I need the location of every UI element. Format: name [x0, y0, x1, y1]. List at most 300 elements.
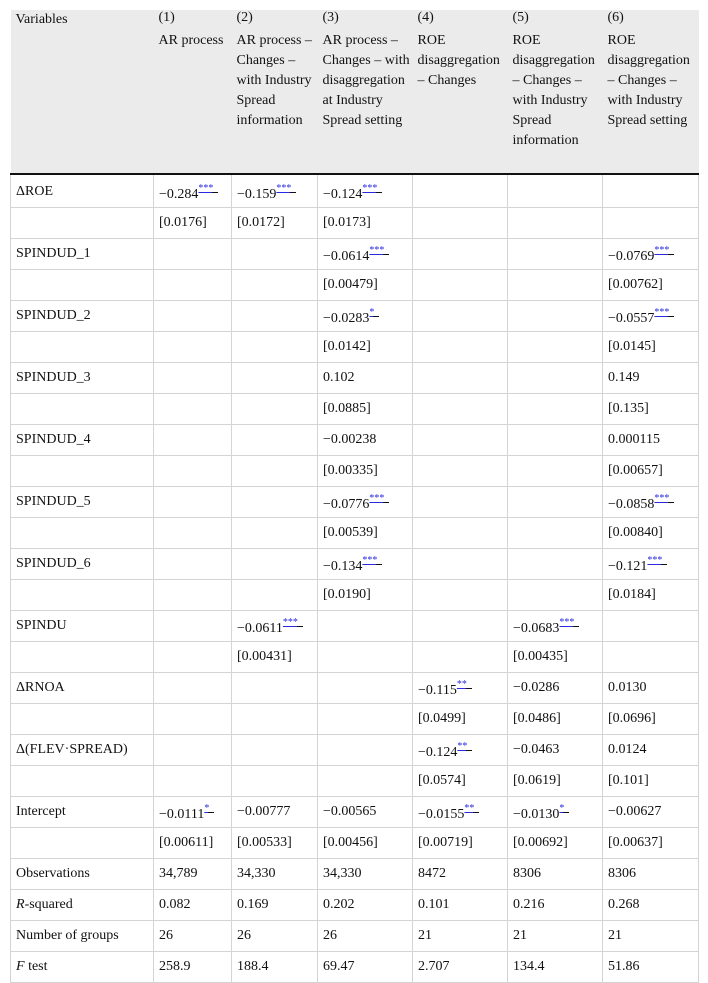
- coefficient-cell: [232, 239, 318, 270]
- empty-label-cell: [11, 704, 154, 735]
- column-number: (4): [417, 10, 434, 25]
- coefficient-cell: [603, 174, 699, 208]
- statistic-value: 21: [508, 921, 603, 952]
- column-header-2: [232, 10, 318, 174]
- standard-error-cell: [413, 270, 508, 301]
- variable-label: SPINDUD_5: [11, 487, 154, 518]
- footnote-rule: [661, 564, 667, 565]
- standard-error-cell: [0.0142]: [318, 332, 413, 363]
- statistic-symbol: F: [16, 959, 25, 974]
- standard-error-cell: [0.00335]: [318, 456, 413, 487]
- footnote-rule: [466, 688, 472, 689]
- footnote-rule: [668, 502, 674, 503]
- statistic-row: [11, 952, 699, 983]
- statistic-value: 26: [318, 921, 413, 952]
- variable-label: ΔRNOA: [11, 673, 154, 704]
- standard-error-cell: [508, 208, 603, 239]
- statistic-value: 0.216: [508, 890, 603, 921]
- coefficient-value: −0.0283: [323, 311, 370, 326]
- column-header-6: [603, 10, 699, 174]
- standard-error-cell: [154, 456, 232, 487]
- coefficient-cell: [154, 174, 232, 208]
- significance-stars[interactable]: ***: [369, 245, 385, 256]
- statistic-label: [11, 890, 154, 921]
- standard-error-cell: [232, 580, 318, 611]
- coefficient-cell: [413, 425, 508, 456]
- coefficient-cell: [413, 174, 508, 208]
- standard-error-row: [11, 332, 699, 363]
- coefficient-value: −0.284: [159, 187, 199, 202]
- coefficient-cell: [154, 363, 232, 394]
- standard-error-cell: [232, 766, 318, 797]
- coefficient-cell: [154, 487, 232, 518]
- coefficient-cell: [232, 425, 318, 456]
- column-title: AR process – Changes – with Industry Spread information: [236, 33, 312, 128]
- coefficient-cell: [318, 425, 413, 456]
- coefficient-value: −0.0155: [418, 807, 465, 822]
- coefficient-cell: [232, 797, 318, 828]
- standard-error-cell: [0.0574]: [413, 766, 508, 797]
- statistic-value: 0.202: [318, 890, 413, 921]
- coefficient-row: [11, 301, 699, 332]
- standard-error-cell: [413, 208, 508, 239]
- coefficient-cell: [603, 673, 699, 704]
- coefficient-cell: [154, 425, 232, 456]
- significance-stars[interactable]: ***: [362, 183, 378, 194]
- column-title: ROE disaggregation – Changes – with Industry Spread setting: [607, 33, 690, 128]
- variables-header: Variables: [11, 10, 154, 174]
- standard-error-cell: [154, 704, 232, 735]
- standard-error-row: [11, 642, 699, 673]
- coefficient-cell: [318, 174, 413, 208]
- standard-error-cell: [0.0173]: [318, 208, 413, 239]
- standard-error-cell: [0.00840]: [603, 518, 699, 549]
- empty-label-cell: [11, 208, 154, 239]
- coefficient-cell: [318, 301, 413, 332]
- footnote-rule: [573, 626, 579, 627]
- significance-stars[interactable]: ***: [654, 307, 670, 318]
- column-header-5: [508, 10, 603, 174]
- standard-error-row: [11, 704, 699, 735]
- standard-error-row: [11, 580, 699, 611]
- standard-error-cell: [0.0499]: [413, 704, 508, 735]
- column-header-1: [154, 10, 232, 174]
- coefficient-cell: [508, 301, 603, 332]
- standard-error-cell: [154, 580, 232, 611]
- footnote-rule: [376, 564, 382, 565]
- standard-error-cell: [232, 704, 318, 735]
- statistic-value: 26: [154, 921, 232, 952]
- coefficient-value: −0.115: [418, 683, 457, 698]
- standard-error-cell: [413, 518, 508, 549]
- coefficient-value: −0.0130: [513, 807, 560, 822]
- footnote-rule: [473, 812, 479, 813]
- statistic-row: [11, 890, 699, 921]
- coefficient-cell: [603, 487, 699, 518]
- coefficient-cell: [318, 239, 413, 270]
- coefficient-cell: [154, 797, 232, 828]
- empty-label-cell: [11, 456, 154, 487]
- statistic-value: 0.082: [154, 890, 232, 921]
- footnote-rule: [373, 316, 379, 317]
- coefficient-cell: [508, 425, 603, 456]
- coefficient-cell: [154, 239, 232, 270]
- statistic-row: [11, 921, 699, 952]
- coefficient-cell: [318, 487, 413, 518]
- significance-stars[interactable]: ***: [282, 617, 298, 628]
- standard-error-cell: [232, 518, 318, 549]
- column-number: (6): [607, 10, 624, 25]
- empty-label-cell: [11, 518, 154, 549]
- coefficient-value: −0.0611: [237, 621, 283, 636]
- coefficient-value: −0.0614: [323, 249, 370, 264]
- coefficient-cell: [603, 425, 699, 456]
- variable-label: Intercept: [11, 797, 154, 828]
- significance-stars[interactable]: ***: [198, 183, 214, 194]
- standard-error-cell: [0.135]: [603, 394, 699, 425]
- standard-error-row: [11, 394, 699, 425]
- standard-error-cell: [0.00456]: [318, 828, 413, 859]
- coefficient-cell: [232, 549, 318, 580]
- standard-error-row: [11, 456, 699, 487]
- standard-error-cell: [232, 332, 318, 363]
- standard-error-cell: [413, 456, 508, 487]
- coefficient-row: [11, 735, 699, 766]
- significance-stars[interactable]: *: [369, 307, 375, 318]
- coefficient-cell: [508, 735, 603, 766]
- standard-error-cell: [318, 642, 413, 673]
- coefficient-cell: [603, 363, 699, 394]
- variable-label: SPINDUD_6: [11, 549, 154, 580]
- coefficient-cell: [603, 549, 699, 580]
- statistic-value: 21: [413, 921, 508, 952]
- coefficient-row: [11, 797, 699, 828]
- significance-stars[interactable]: *: [559, 803, 565, 814]
- coefficient-row: [11, 174, 699, 208]
- column-title: AR process: [158, 33, 224, 48]
- coefficient-value: −0.121: [608, 559, 648, 574]
- coefficient-row: [11, 239, 699, 270]
- standard-error-cell: [232, 456, 318, 487]
- statistic-value: 258.9: [154, 952, 232, 983]
- empty-label-cell: [11, 394, 154, 425]
- header-row: [11, 10, 699, 174]
- standard-error-cell: [413, 642, 508, 673]
- coefficient-cell: [603, 735, 699, 766]
- coefficient-value: −0.0683: [513, 621, 560, 636]
- coefficient-cell: [508, 673, 603, 704]
- standard-error-cell: [0.00762]: [603, 270, 699, 301]
- significance-stars[interactable]: ***: [647, 555, 663, 566]
- standard-error-row: [11, 828, 699, 859]
- significance-stars[interactable]: ***: [276, 183, 292, 194]
- coefficient-cell: [413, 549, 508, 580]
- statistic-value: 34,789: [154, 859, 232, 890]
- coefficient-value: −0.0858: [608, 497, 655, 512]
- statistic-name: Number of groups: [16, 928, 119, 943]
- coefficient-value: −0.134: [323, 559, 363, 574]
- standard-error-cell: [0.00539]: [318, 518, 413, 549]
- footnote-rule: [376, 192, 382, 193]
- standard-error-cell: [0.00435]: [508, 642, 603, 673]
- coefficient-value: 0.0130: [608, 680, 647, 695]
- statistic-name: test: [24, 959, 48, 974]
- statistic-value: 8306: [508, 859, 603, 890]
- standard-error-cell: [154, 518, 232, 549]
- variable-label: SPINDU: [11, 611, 154, 642]
- coefficient-row: [11, 673, 699, 704]
- coefficient-row: [11, 425, 699, 456]
- coefficient-cell: [232, 611, 318, 642]
- standard-error-row: [11, 270, 699, 301]
- standard-error-cell: [0.00719]: [413, 828, 508, 859]
- coefficient-value: −0.00238: [323, 432, 377, 447]
- footnote-rule: [383, 254, 389, 255]
- column-header-4: [413, 10, 508, 174]
- coefficient-value: −0.159: [237, 187, 277, 202]
- coefficient-cell: [232, 673, 318, 704]
- coefficient-cell: [413, 797, 508, 828]
- coefficient-cell: [232, 363, 318, 394]
- coefficient-value: −0.00777: [237, 804, 291, 819]
- coefficient-cell: [154, 549, 232, 580]
- footnote-rule: [290, 192, 296, 193]
- significance-stars[interactable]: ***: [369, 493, 385, 504]
- column-number: (5): [512, 10, 529, 25]
- coefficient-cell: [318, 363, 413, 394]
- variable-label: SPINDUD_1: [11, 239, 154, 270]
- coefficient-row: [11, 611, 699, 642]
- statistic-value: 8472: [413, 859, 508, 890]
- standard-error-cell: [0.00657]: [603, 456, 699, 487]
- statistic-name: Observations: [16, 866, 90, 881]
- coefficient-value: −0.0557: [608, 311, 655, 326]
- significance-stars[interactable]: ***: [654, 493, 670, 504]
- statistic-row: [11, 859, 699, 890]
- coefficient-cell: [508, 549, 603, 580]
- standard-error-cell: [0.0172]: [232, 208, 318, 239]
- coefficient-cell: [318, 673, 413, 704]
- coefficient-value: 0.149: [608, 370, 640, 385]
- coefficient-value: −0.0111: [159, 807, 205, 822]
- standard-error-cell: [318, 766, 413, 797]
- standard-error-cell: [0.00611]: [154, 828, 232, 859]
- statistic-value: 69.47: [318, 952, 413, 983]
- coefficient-value: −0.00627: [608, 804, 662, 819]
- standard-error-cell: [0.00692]: [508, 828, 603, 859]
- standard-error-cell: [154, 270, 232, 301]
- coefficient-cell: [603, 611, 699, 642]
- coefficient-cell: [154, 673, 232, 704]
- standard-error-cell: [508, 518, 603, 549]
- standard-error-cell: [154, 766, 232, 797]
- coefficient-cell: [413, 735, 508, 766]
- standard-error-cell: [0.0696]: [603, 704, 699, 735]
- column-title: ROE disaggregation – Changes – with Industry Spread information: [512, 33, 595, 148]
- standard-error-cell: [413, 332, 508, 363]
- footnote-rule: [212, 192, 218, 193]
- standard-error-cell: [0.00431]: [232, 642, 318, 673]
- standard-error-cell: [0.0486]: [508, 704, 603, 735]
- coefficient-cell: [603, 239, 699, 270]
- standard-error-cell: [413, 580, 508, 611]
- coefficient-cell: [154, 611, 232, 642]
- standard-error-cell: [508, 456, 603, 487]
- variable-label: ΔROE: [11, 174, 154, 208]
- statistic-value: 34,330: [232, 859, 318, 890]
- standard-error-cell: [603, 642, 699, 673]
- coefficient-cell: [413, 673, 508, 704]
- standard-error-cell: [508, 332, 603, 363]
- standard-error-cell: [508, 580, 603, 611]
- significance-stars[interactable]: *: [204, 803, 210, 814]
- coefficient-value: −0.0286: [513, 680, 560, 695]
- column-title: AR process – Changes – with disaggregation at Industry Spread setting: [322, 33, 410, 128]
- coefficient-cell: [603, 797, 699, 828]
- significance-stars[interactable]: **: [464, 803, 475, 814]
- statistic-value: 51.86: [603, 952, 699, 983]
- empty-label-cell: [11, 828, 154, 859]
- coefficient-cell: [232, 174, 318, 208]
- column-number: (1): [158, 10, 175, 25]
- coefficient-cell: [603, 301, 699, 332]
- standard-error-cell: [0.0619]: [508, 766, 603, 797]
- standard-error-cell: [318, 704, 413, 735]
- significance-stars[interactable]: **: [457, 741, 468, 752]
- column-number: (3): [322, 10, 339, 25]
- statistic-value: 134.4: [508, 952, 603, 983]
- standard-error-cell: [0.0145]: [603, 332, 699, 363]
- coefficient-cell: [154, 301, 232, 332]
- standard-error-cell: [232, 270, 318, 301]
- empty-label-cell: [11, 270, 154, 301]
- standard-error-cell: [0.00479]: [318, 270, 413, 301]
- significance-stars[interactable]: ***: [559, 617, 575, 628]
- table-body: [11, 174, 699, 983]
- footnote-rule: [466, 750, 472, 751]
- empty-label-cell: [11, 766, 154, 797]
- column-header-3: [318, 10, 413, 174]
- statistic-name: -squared: [24, 897, 73, 912]
- coefficient-cell: [413, 239, 508, 270]
- standard-error-cell: [0.00533]: [232, 828, 318, 859]
- statistic-label: [11, 859, 154, 890]
- statistic-value: 26: [232, 921, 318, 952]
- column-number: (2): [236, 10, 253, 25]
- coefficient-value: 0.102: [323, 370, 355, 385]
- footnote-rule: [297, 626, 303, 627]
- coefficient-cell: [232, 735, 318, 766]
- coefficient-value: −0.124: [418, 745, 458, 760]
- empty-label-cell: [11, 332, 154, 363]
- variable-label: SPINDUD_2: [11, 301, 154, 332]
- coefficient-cell: [318, 797, 413, 828]
- significance-stars[interactable]: **: [456, 679, 467, 690]
- standard-error-cell: [0.0176]: [154, 208, 232, 239]
- statistic-symbol: R: [16, 897, 25, 912]
- standard-error-cell: [0.101]: [603, 766, 699, 797]
- coefficient-cell: [413, 611, 508, 642]
- variable-label: SPINDUD_3: [11, 363, 154, 394]
- standard-error-cell: [508, 270, 603, 301]
- statistic-value: 21: [603, 921, 699, 952]
- coefficient-row: [11, 363, 699, 394]
- coefficient-row: [11, 487, 699, 518]
- coefficient-cell: [232, 301, 318, 332]
- variable-label: SPINDUD_4: [11, 425, 154, 456]
- footnote-rule: [383, 502, 389, 503]
- standard-error-cell: [154, 394, 232, 425]
- coefficient-cell: [508, 797, 603, 828]
- standard-error-row: [11, 208, 699, 239]
- footnote-rule: [668, 316, 674, 317]
- coefficient-value: −0.0769: [608, 249, 655, 264]
- coefficient-cell: [232, 487, 318, 518]
- coefficient-value: −0.124: [323, 187, 363, 202]
- coefficient-value: 0.0124: [608, 742, 647, 757]
- standard-error-cell: [154, 332, 232, 363]
- coefficient-value: −0.00565: [323, 804, 377, 819]
- coefficient-cell: [413, 487, 508, 518]
- variable-label: Δ(FLEV·SPREAD): [11, 735, 154, 766]
- standard-error-row: [11, 518, 699, 549]
- statistic-label: [11, 952, 154, 983]
- coefficient-cell: [154, 735, 232, 766]
- standard-error-row: [11, 766, 699, 797]
- coefficient-value: −0.0776: [323, 497, 370, 512]
- standard-error-cell: [508, 394, 603, 425]
- coefficient-row: [11, 549, 699, 580]
- standard-error-cell: [0.0885]: [318, 394, 413, 425]
- statistic-value: 34,330: [318, 859, 413, 890]
- standard-error-cell: [154, 642, 232, 673]
- statistic-value: 2.707: [413, 952, 508, 983]
- standard-error-cell: [232, 394, 318, 425]
- coefficient-cell: [413, 301, 508, 332]
- statistic-value: 8306: [603, 859, 699, 890]
- footnote-rule: [563, 812, 569, 813]
- statistic-value: 0.169: [232, 890, 318, 921]
- coefficient-cell: [508, 487, 603, 518]
- standard-error-cell: [0.0184]: [603, 580, 699, 611]
- standard-error-cell: [0.00637]: [603, 828, 699, 859]
- footnote-rule: [668, 254, 674, 255]
- standard-error-cell: [0.0190]: [318, 580, 413, 611]
- statistic-value: 188.4: [232, 952, 318, 983]
- empty-label-cell: [11, 580, 154, 611]
- coefficient-cell: [318, 549, 413, 580]
- coefficient-cell: [508, 174, 603, 208]
- significance-stars[interactable]: ***: [654, 245, 670, 256]
- coefficient-value: 0.000115: [608, 432, 660, 447]
- footnote-rule: [208, 812, 214, 813]
- coefficient-cell: [508, 239, 603, 270]
- empty-label-cell: [11, 642, 154, 673]
- significance-stars[interactable]: ***: [362, 555, 378, 566]
- coefficient-cell: [413, 363, 508, 394]
- statistic-value: 0.268: [603, 890, 699, 921]
- statistic-value: 0.101: [413, 890, 508, 921]
- coefficient-value: −0.0463: [513, 742, 560, 757]
- column-title: ROE disaggregation – Changes: [417, 33, 500, 88]
- standard-error-cell: [603, 208, 699, 239]
- statistic-label: [11, 921, 154, 952]
- coefficient-cell: [318, 611, 413, 642]
- coefficient-cell: [318, 735, 413, 766]
- regression-table: [10, 10, 699, 983]
- standard-error-cell: [413, 394, 508, 425]
- coefficient-cell: [508, 363, 603, 394]
